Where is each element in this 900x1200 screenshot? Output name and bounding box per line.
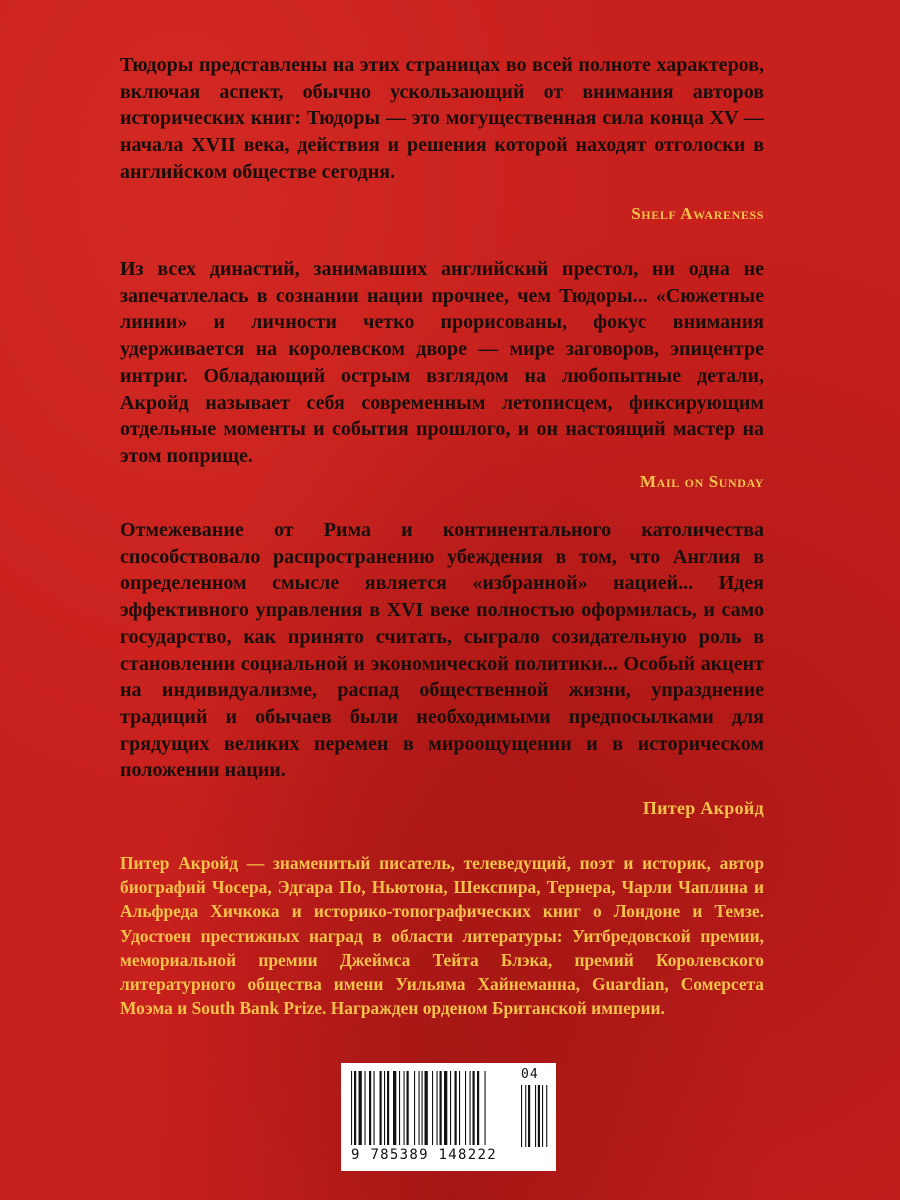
barcode-bar	[459, 1071, 460, 1145]
author-quote: Отмежевание от Рима и континентального католичества способствовало распространению убеждения в том, что Англия в определенном смысле является «избранной» нацией... Идея эффективного управления в XVI веке полностью оформилась, и само государство, как принято считать, сыграло созидательную роль в становлении социальной и экономической политики... Особый акцент на индивидуализме, распад общественной жизни, упразднение традиций и обычаев были необходимыми предпосылками для грядущих великих перемен в мироощущении и в историческом положении нации.	[120, 519, 764, 782]
barcode-bar	[387, 1071, 389, 1145]
barcode-bar	[407, 1071, 409, 1145]
barcode-bar	[473, 1071, 475, 1145]
barcode-bar	[477, 1071, 479, 1145]
barcode-bar	[422, 1071, 423, 1145]
barcode-bar	[404, 1071, 405, 1145]
barcode-bar	[414, 1071, 415, 1145]
barcode-bar	[450, 1071, 451, 1145]
review-source-2: Mail on Sunday	[640, 472, 764, 491]
barcode-bar	[437, 1071, 438, 1145]
barcode-bar	[399, 1071, 400, 1145]
barcode-number: 9 785389 148222	[351, 1147, 497, 1163]
addon-bar	[535, 1085, 536, 1147]
barcode-addon-number: 04	[521, 1067, 539, 1082]
addon-bar	[521, 1085, 522, 1147]
barcode-bar	[419, 1071, 420, 1145]
addon-bar	[542, 1085, 543, 1147]
author-biography: Питер Акройд — знаменитый писатель, телеведущий, поэт и историк, автор биографий Чосера, Эдгара По, Ньютона, Шекспира, Тернера, Чарли Чаплина и Альфреда Хичкока и историко-топографических книг о Лондоне и Темзе. Удостоен престижных наград в области литературы: Уитбредовской премии, мемориальной премии Джеймса Тейта Блэка, премий Королевского литературного общества имени Уильяма Хайнеманна, Guardian, Сомерсета Моэма и South Bank Prize. Награжден орденом Британской империи.	[120, 853, 764, 1019]
barcode-bar	[470, 1071, 471, 1145]
review-source-1: Shelf Awareness	[631, 204, 764, 223]
review-quote-2: Из всех династий, занимавших английский престол, ни одна не запечатлелась в сознании нации прочнее, чем Тюдоры... «Сюжетные линии» и личности четко прорисованы, фокус внимания удерживается на королевском дворе — мире заговоров, эпицентре интриг. Обладающий острым взглядом на любопытные детали, Акройд называет себя современным летописцем, фиксирующим отдельные моменты и события прошлого, и он настоящий мастер на этом поприще.	[120, 258, 764, 467]
barcode-bar	[374, 1071, 375, 1145]
barcode-bar	[380, 1071, 382, 1145]
barcode-bar	[393, 1071, 396, 1145]
barcode-bar	[365, 1071, 366, 1145]
review-quote-1: Тюдоры представлены на этих страницах во всей полноте характеров, включая аспект, обычно ускользающий от внимания авторов исторических книг: Тюдоры — это могущественная сила конца XV — начала XVII века, действия и решения которой находят отголоски в английском обществе сегодня.	[120, 54, 764, 183]
isbn-barcode	[341, 1063, 556, 1171]
barcode-bar	[432, 1071, 433, 1145]
barcode-bar	[485, 1071, 486, 1145]
barcode-bar	[444, 1071, 447, 1145]
barcode-bar	[455, 1071, 457, 1145]
barcode-bar	[351, 1071, 352, 1145]
barcode-bar	[354, 1071, 356, 1145]
barcode-bar	[425, 1071, 428, 1145]
barcode-bar	[359, 1071, 362, 1145]
barcode-bar	[369, 1071, 371, 1145]
addon-bar	[528, 1085, 530, 1147]
addon-bar	[546, 1085, 547, 1147]
barcode-bar	[465, 1071, 466, 1145]
barcode-bar	[440, 1071, 442, 1145]
barcode-bar	[384, 1071, 385, 1145]
addon-bar	[525, 1085, 526, 1147]
addon-bar	[538, 1085, 540, 1147]
author-quote-signature: Питер Акройд	[642, 798, 764, 818]
